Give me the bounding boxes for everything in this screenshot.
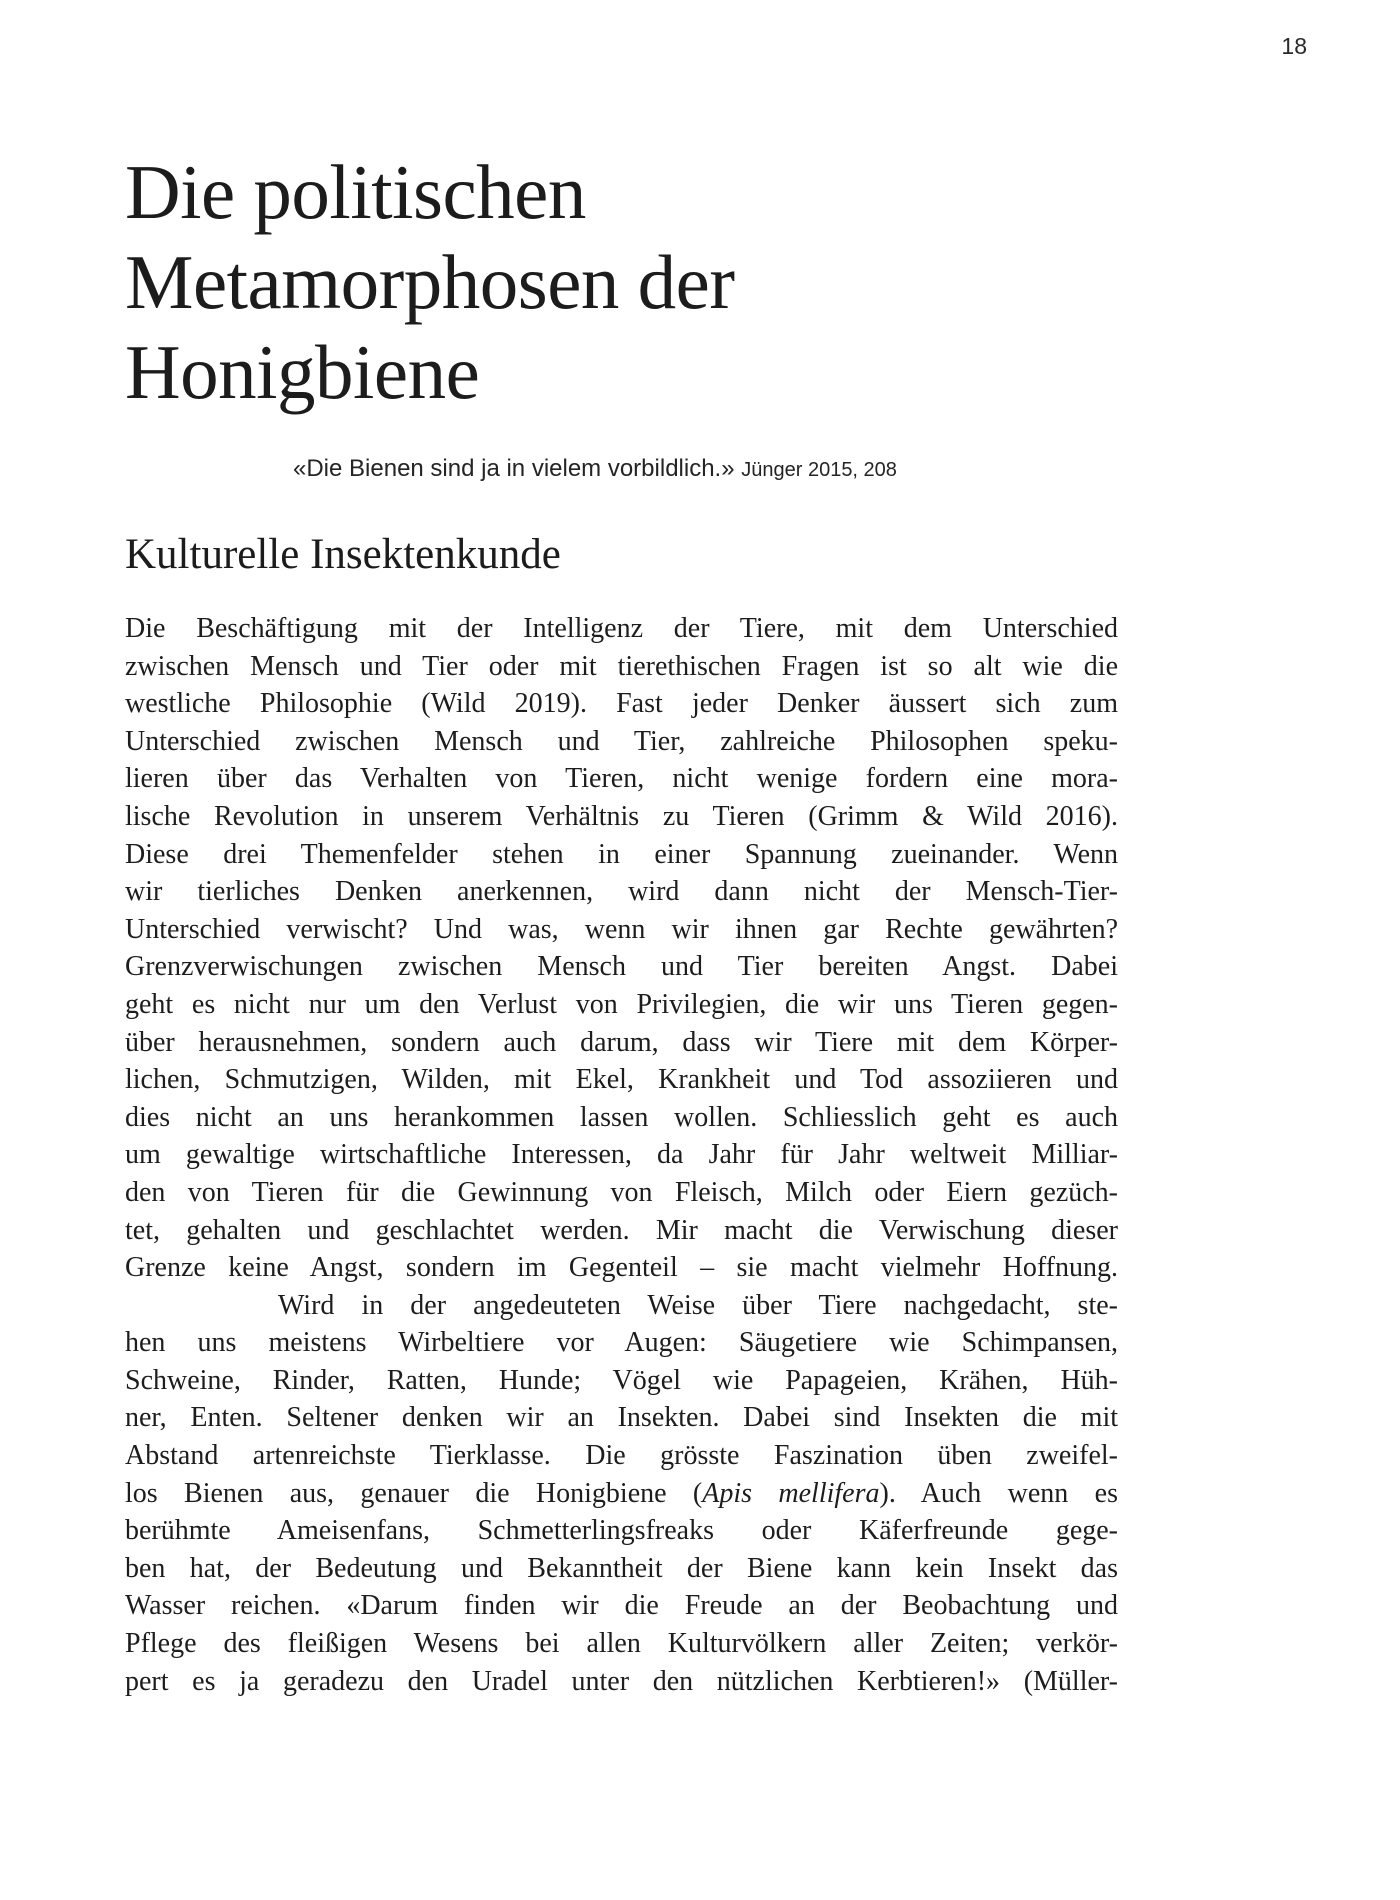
italic-species-name: Apis mellifera — [702, 1477, 880, 1509]
chapter-title-line-3: Honigbiene — [125, 329, 480, 415]
text-line: über herausnehmen, sondern auch darum, dass wir Tiere mit dem Körper- — [125, 1026, 1118, 1058]
text-line: pert es ja geradezu den Uradel unter den nützlichen Kerbtieren!» (Müller- — [125, 1665, 1118, 1697]
text-line: hen uns meistens Wirbeltiere vor Augen: Säugetiere wie Schimpansen, — [125, 1327, 1118, 1359]
text-line: Wasser reichen. «Darum finden wir die Freude an der Beobachtung und — [125, 1590, 1118, 1622]
text-line: ner, Enten. Seltener denken wir an Insekten. Dabei sind Insekten die mit — [125, 1402, 1118, 1434]
text-line: lieren über das Verhalten von Tieren, nicht wenige fordern eine mora- — [125, 763, 1118, 795]
chapter-title-line-2: Metamorphosen der — [125, 239, 735, 325]
text-line: Diese drei Themenfelder stehen in einer Spannung zueinander. Wenn — [125, 838, 1118, 870]
text-line: den von Tieren für die Gewinnung von Fleisch, Milch oder Eiern gezüch- — [125, 1176, 1118, 1208]
text-line: berühmte Ameisenfans, Schmetterlingsfreaks oder Käferfreunde gege- — [125, 1515, 1118, 1547]
section-heading: Kulturelle Insektenkunde — [125, 531, 561, 578]
text-line: Unterschied zwischen Mensch und Tier, zahlreiche Philosophen speku- — [125, 725, 1118, 757]
page-number: 18 — [1281, 33, 1307, 59]
text-line: lische Revolution in unserem Verhältnis zu Tieren (Grimm & Wild 2016). — [125, 800, 1118, 832]
text-line: Grenzverwischungen zwischen Mensch und Tier bereiten Angst. Dabei — [125, 951, 1118, 983]
body-text — [125, 610, 1118, 1700]
text-line: geht es nicht nur um den Verlust von Privilegien, die wir uns Tieren gegen- — [125, 988, 1118, 1020]
text-line: lichen, Schmutzigen, Wilden, mit Ekel, Krankheit und Tod assoziieren und — [125, 1064, 1118, 1096]
epigraph-quote: «Die Bienen sind ja in vielem vorbildlich.» — [293, 455, 735, 482]
page-content — [125, 0, 1118, 1700]
text-line: Die Beschäftigung mit der Intelligenz der Tiere, mit dem Unterschied — [125, 613, 1118, 644]
text-line: wir tierliches Denken anerkennen, wird dann nicht der Mensch-Tier- — [125, 876, 1118, 908]
chapter-title-line-1: Die politischen — [125, 149, 586, 235]
text-line: zwischen Mensch und Tier oder mit tierethischen Fragen ist so alt wie die — [125, 650, 1118, 682]
text-line: Wird in der angedeuteten Weise über Tiere nachgedacht, ste- — [278, 1289, 1118, 1321]
text-line: ben hat, der Bedeutung und Bekanntheit der Biene kann kein Insekt das — [125, 1552, 1118, 1584]
text-line: westliche Philosophie (Wild 2019). Fast jeder Denker äussert sich zum — [125, 688, 1118, 720]
text-line: Unterschied verwischt? Und was, wenn wir ihnen gar Rechte gewährten? — [125, 913, 1118, 945]
chapter-title — [125, 0, 1118, 417]
epigraph — [125, 454, 1118, 485]
text-line: Pflege des fleißigen Wesens bei allen Kulturvölkern aller Zeiten; verkör- — [125, 1628, 1118, 1660]
text-line: los Bienen aus, genauer die Honigbiene (Apis mellifera). Auch wenn es — [125, 1477, 1118, 1509]
text-line: Grenze keine Angst, sondern im Gegenteil – sie macht vielmehr Hoffnung. — [125, 1252, 1118, 1284]
text-line: um gewaltige wirtschaftliche Interessen, da Jahr für Jahr weltweit Milliar- — [125, 1139, 1118, 1171]
text-line: Abstand artenreichste Tierklasse. Die grösste Faszination üben zweifel- — [125, 1440, 1118, 1472]
epigraph-attribution: Jünger 2015, 208 — [741, 459, 897, 481]
text-line: tet, gehalten und geschlachtet werden. Mir macht die Verwischung dieser — [125, 1214, 1118, 1246]
text-line: dies nicht an uns herankommen lassen wollen. Schliesslich geht es auch — [125, 1101, 1118, 1133]
text-line: Schweine, Rinder, Ratten, Hunde; Vögel wie Papageien, Krähen, Hüh- — [125, 1364, 1118, 1396]
